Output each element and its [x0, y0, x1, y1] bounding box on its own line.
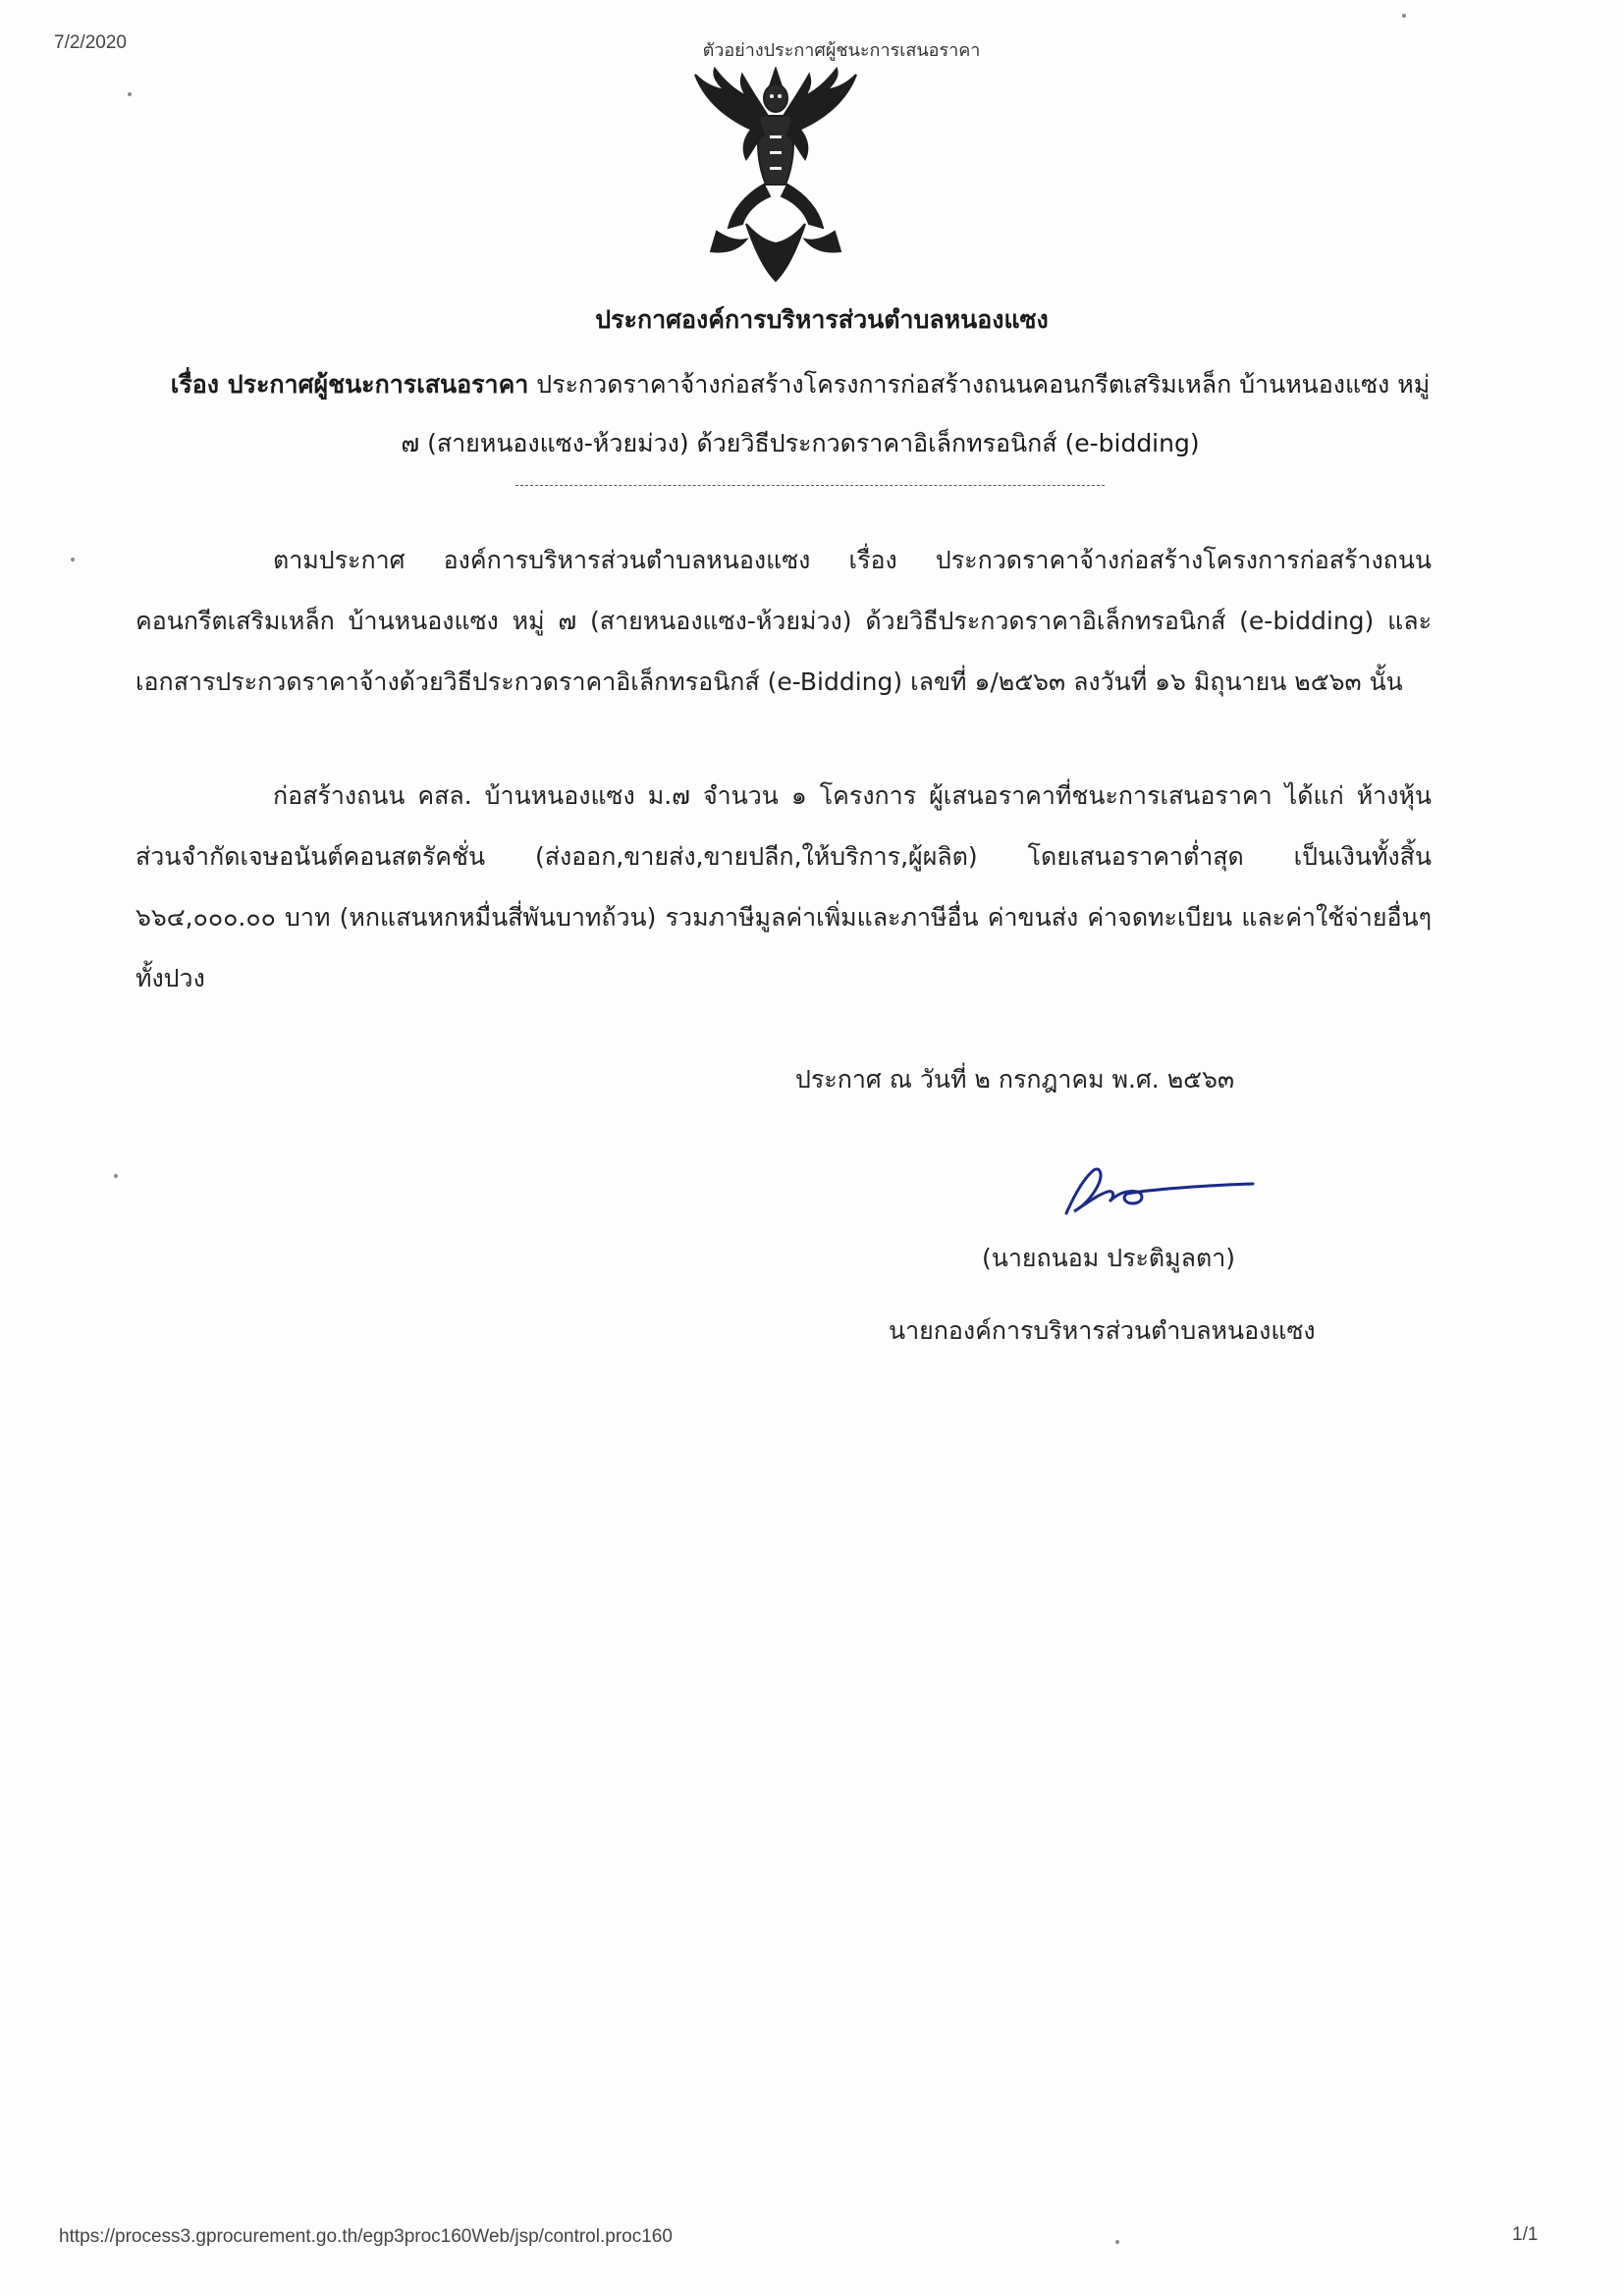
garuda-emblem-icon	[677, 67, 874, 283]
footer-page-number: 1/1	[1512, 2224, 1539, 2245]
body-paragraph-2: ก่อสร้างถนน คสล. บ้านหนองแซง ม.๗ จำนวน ๑ โครงการ ผู้เสนอราคาที่ชนะการเสนอราคา ได้แก่ ห้างหุ้นส่วนจำกัดเจษอนันต์คอนสตรัคชั่น (ส่งออก,ขายส่ง,ขายปลีก,ให้บริการ,ผู้ผลิต) โดยเสนอราคาต่ำสุด เป็นเงินทั้งสิ้น ๖๖๔,๐๐๐.๐๐ บาท (หกแสนหกหมื่นสี่พันบาทถ้วน) รวมภาษีมูลค่าเพิ่มและภาษีอื่น ค่าขนส่ง ค่าจดทะเบียน และค่าใช้จ่ายอื่นๆ ทั้งปวง	[135, 781, 1432, 992]
scan-speck	[128, 92, 132, 96]
announced-date: ประกาศ ณ วันที่ ๒ กรกฎาคม พ.ศ. ๒๕๖๓	[795, 1065, 1235, 1094]
scan-speck	[1115, 2240, 1119, 2244]
signer-title: นายกองค์การบริหารส่วนตำบลหนองแซง	[889, 1316, 1316, 1345]
announcement-org-line: ประกาศองค์การบริหารส่วนตำบลหนองแซง	[595, 305, 1049, 334]
print-header-title: ตัวอย่างประกาศผู้ชนะการเสนอราคา	[702, 40, 981, 61]
body-paragraph-1: ตามประกาศ องค์การบริหารส่วนตำบลหนองแซง เรื่อง ประกวดราคาจ้างก่อสร้างโครงการก่อสร้างถนนคอนกรีตเสริมเหล็ก บ้านหนองแซง หมู่ ๗ (สายหนองแซง-ห้วยม่วง) ด้วยวิธีประกวดราคาอิเล็กทรอนิกส์ (e-bidding) และเอกสารประกวดราคาจ้างด้วยวิธีประกวดราคาอิเล็กทรอนิกส์ (e-Bidding) เลขที่ ๑/๒๕๖๓ ลงวันที่ ๑๖ มิถุนายน ๒๕๖๓ นั้น	[135, 546, 1432, 696]
print-date: 7/2/2020	[54, 32, 127, 53]
signer-name: (นายถนอม ประติมูลตา)	[982, 1244, 1235, 1272]
announcement-subject	[167, 355, 1434, 473]
subject-text: ประกวดราคาจ้างก่อสร้างโครงการก่อสร้างถนนคอนกรีตเสริมเหล็ก บ้านหนองแซง หมู่ ๗ (สายหนองแซง-ห้วยม่วง) ด้วยวิธีประกวดราคาอิเล็กทรอนิกส์ (e-bidding)	[401, 370, 1431, 457]
signature-icon	[1060, 1156, 1257, 1235]
scan-speck	[114, 1174, 118, 1178]
separator-dashes	[515, 485, 1105, 486]
scan-speck	[71, 558, 75, 561]
subject-label: เรื่อง ประกาศผู้ชนะการเสนอราคา	[170, 370, 529, 399]
footer-url: https://process3.gprocurement.go.th/egp3proc160Web/jsp/control.proc160	[59, 2226, 673, 2247]
scan-speck	[1402, 14, 1406, 18]
